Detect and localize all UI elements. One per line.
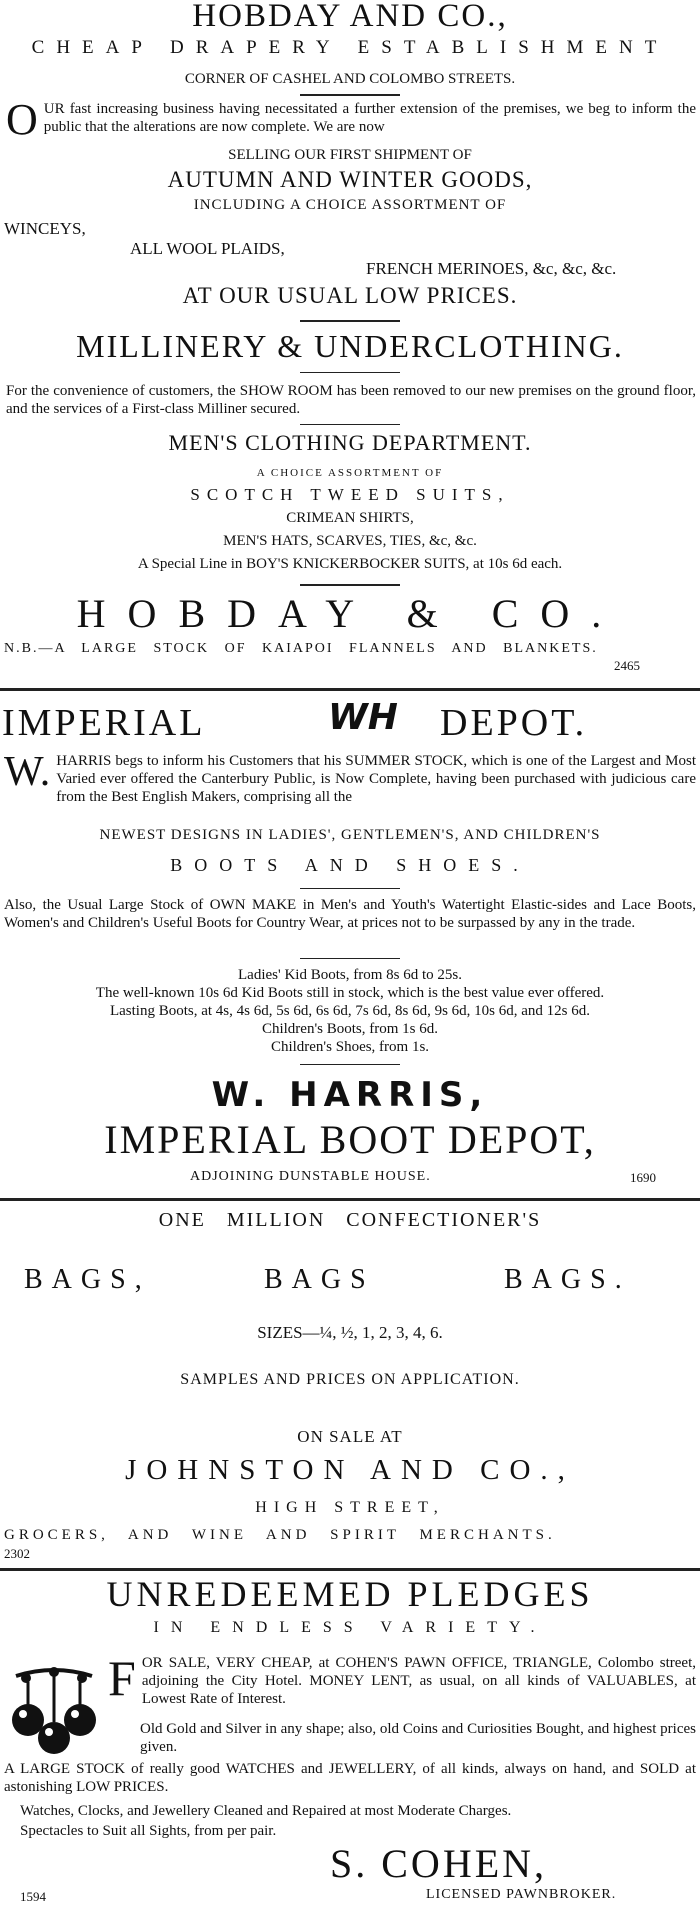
- hobday-autumn: AUTUMN AND WINTER GOODS,: [167, 167, 533, 192]
- johnston-ref-number: 2302: [4, 1546, 30, 1561]
- drop-cap: W.: [4, 749, 51, 795]
- hobday-special: A Special Line in BOY'S KNICKERBOCKER SUITS, at 10s 6d each.: [137, 556, 563, 572]
- hobday-choice: A CHOICE ASSORTMENT OF: [256, 467, 444, 479]
- hobday-sign: HOBDAY & CO.: [76, 591, 624, 636]
- hobday-subtitle: CHEAP DRAPERY ESTABLISHMENT: [31, 37, 669, 58]
- column-separator: [0, 1568, 700, 1571]
- hobday-title: HOBDAY AND CO.,: [192, 0, 508, 34]
- harris-adjoining: ADJOINING DUNSTABLE HOUSE.: [190, 1169, 431, 1184]
- hobday-intro: [6, 95, 696, 144]
- harris-also: Also, the Usual Large Stock of OWN MAKE in Men's and Youth's Watertight Elastic-sides and Lace Boots, Women's and Children's Useful Boots for Country Wear, at prices not to be surpassed by any in the trade.: [4, 897, 696, 931]
- cohen-large-stock: A LARGE STOCK of really good WATCHES and JEWELLERY, of all kinds, always on hand, and SOLD at astonishing LOW PRICES.: [4, 1761, 696, 1795]
- johnston-million: ONE MILLION CONFECTIONER'S: [158, 1209, 542, 1231]
- johnston-sizes: SIZES—¼, ½, 1, 2, 3, 4, 6.: [257, 1323, 443, 1342]
- cohen-intro-text: OR SALE, VERY CHEAP, at COHEN'S PAWN OFFICE, TRIANGLE, Colombo street, adjoining the City Hotel. MONEY LENT, as usual, on all kinds of VALUABLES, at Lowest Rate of Interest.: [141, 1655, 696, 1707]
- divider: [300, 958, 400, 959]
- cohen-gold: Old Gold and Silver in any shape; also, old Coins and Curiosities Bought, and highest prices given.: [140, 1721, 696, 1755]
- hobday-winceys: WINCEYS,: [4, 219, 86, 238]
- divider: [300, 1064, 400, 1065]
- harris-ref-number: 1690: [630, 1170, 656, 1185]
- johnston-name: JOHNSTON AND CO.,: [125, 1454, 575, 1486]
- harris-price-kid: The well-known 10s 6d Kid Boots still in stock, which is the best value ever offered.: [95, 985, 605, 1001]
- hobday-nb: N.B.—A LARGE STOCK OF KAIAPOI FLANNELS AND BLANKETS.: [4, 641, 598, 656]
- hobday-ref-number: 2465: [614, 658, 640, 673]
- harris-sign: W. HARRIS,: [211, 1075, 489, 1115]
- hobday-plaids: ALL WOOL PLAIDS,: [130, 239, 285, 258]
- johnston-samples: SAMPLES AND PRICES ON APPLICATION.: [180, 1371, 520, 1388]
- divider: [300, 584, 400, 586]
- drop-cap: O: [6, 95, 38, 144]
- harris-price-ladies: Ladies' Kid Boots, from 8s 6d to 25s.: [238, 967, 462, 983]
- harris-price-children-shoes: Children's Shoes, from 1s.: [270, 1039, 430, 1055]
- harris-title-left: IMPERIAL: [2, 702, 206, 744]
- harris-sign-sub: IMPERIAL BOOT DEPOT,: [104, 1117, 596, 1162]
- divider: [300, 94, 400, 96]
- harris-price-children-boots: Children's Boots, from 1s 6d.: [261, 1021, 439, 1037]
- cohen-spectacles: Spectacles to Suit all Sights, from per pair.: [20, 1823, 277, 1839]
- harris-newest: NEWEST DESIGNS IN LADIES', GENTLEMEN'S, AND CHILDREN'S: [99, 827, 601, 843]
- hobday-hats: MEN'S HATS, SCARVES, TIES, &c, &c.: [223, 533, 477, 549]
- hobday-tweed: SCOTCH TWEED SUITS,: [190, 485, 510, 504]
- wh-monogram-icon: WH: [328, 697, 398, 738]
- hobday-intro-text: UR fast increasing business having necessitated a further extension of the premises, we beg to inform the public that the alterations are now complete. We are now: [43, 101, 696, 135]
- drop-cap: F: [108, 1650, 136, 1706]
- cohen-title: UNREDEEMED PLEDGES: [106, 1574, 594, 1614]
- column-separator: [0, 1198, 700, 1201]
- hobday-including: INCLUDING A CHOICE ASSORTMENT OF: [193, 197, 507, 213]
- johnston-bags-1: BAGS,: [24, 1264, 151, 1295]
- cohen-subtitle: IN ENDLESS VARIETY.: [153, 1619, 547, 1636]
- divider: [300, 372, 400, 373]
- cohen-intro: [108, 1650, 696, 1708]
- johnston-grocers: GROCERS, AND WINE AND SPIRIT MERCHANTS.: [4, 1527, 556, 1543]
- johnston-bags-2: BAGS: [264, 1264, 375, 1295]
- divider: [300, 888, 400, 889]
- harris-title-right: DEPOT.: [440, 702, 588, 744]
- hobday-mens-dept: MEN'S CLOTHING DEPARTMENT.: [168, 430, 532, 455]
- hobday-crimean: CRIMEAN SHIRTS,: [286, 510, 414, 526]
- hobday-low-prices: AT OUR USUAL LOW PRICES.: [182, 283, 518, 308]
- divider: [300, 320, 400, 322]
- johnston-street: HIGH STREET,: [255, 1499, 445, 1516]
- cohen-ref-number: 1594: [20, 1889, 46, 1904]
- hobday-millinery: MILLINERY & UNDERCLOTHING.: [76, 328, 624, 364]
- johnston-on-sale: ON SALE AT: [297, 1427, 403, 1446]
- column-separator: [0, 688, 700, 691]
- pawnbroker-balls-icon: [6, 1662, 102, 1758]
- divider: [300, 424, 400, 425]
- cohen-licensed: LICENSED PAWNBROKER.: [426, 1887, 617, 1902]
- hobday-address: CORNER OF CASHEL AND COLOMBO STREETS.: [184, 71, 516, 87]
- hobday-merinoes: FRENCH MERINOES, &c, &c, &c.: [366, 259, 617, 278]
- hobday-selling: SELLING OUR FIRST SHIPMENT OF: [228, 147, 472, 163]
- harris-price-lasting: Lasting Boots, at 4s, 4s 6d, 5s 6d, 6s 6d, 7s 6d, 8s 6d, 9s 6d, 10s 6d, and 12s 6d.: [109, 1003, 591, 1019]
- cohen-sign: S. COHEN,: [330, 1841, 548, 1886]
- cohen-cleaned: Watches, Clocks, and Jewellery Cleaned and Repaired at most Moderate Charges.: [20, 1803, 512, 1819]
- johnston-bags-3: BAGS.: [504, 1264, 631, 1295]
- harris-boots: BOOTS AND SHOES.: [170, 855, 530, 875]
- hobday-convenience: For the convenience of customers, the SHOW ROOM has been removed to our new premises on the ground floor, and the services of a First-class Milliner secured.: [6, 383, 696, 417]
- harris-intro-text: HARRIS begs to inform his Customers that his SUMMER STOCK, which is one of the Largest and Most Varied ever offered the Canterbury Public, is Now Complete, having been purchased with judicious care from the Best English Makers, comprising all the: [56, 753, 696, 805]
- harris-intro: [4, 749, 696, 806]
